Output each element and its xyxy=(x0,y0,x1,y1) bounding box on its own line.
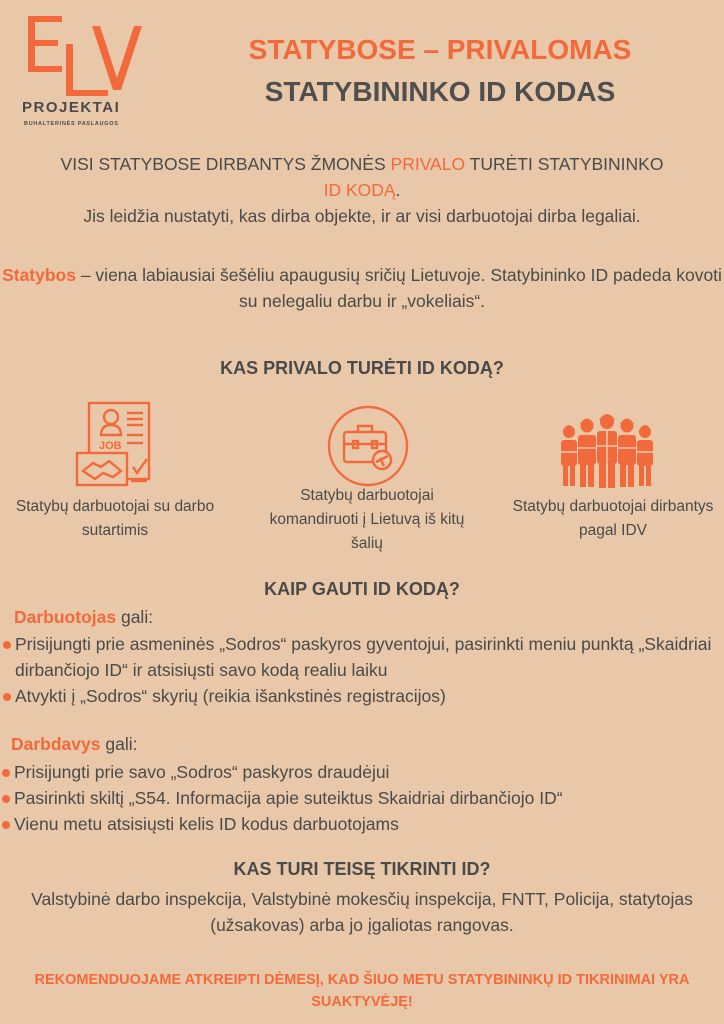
intro-part-1: VISI STATYBOSE DIRBANTYS ŽMONĖS xyxy=(60,154,391,174)
intro-line-2: Jis leidžia nustatyti, kas dirba objekte, ir ar visi darbuotojai dirba legaliai. xyxy=(83,206,641,226)
employee-lead-suffix: gali: xyxy=(116,607,154,627)
intro-paragraph xyxy=(0,151,724,229)
intro-part-3: . xyxy=(395,180,401,200)
bullet-dot-icon xyxy=(3,693,11,701)
statybos-text: – viena labiausiai šešėliu apaugusių sričių Lietuvoje. Statybininko ID padeda kovoti su nelegaliu darbu ir „vokeliais“. xyxy=(75,265,722,311)
bullet-dot-icon xyxy=(2,769,10,777)
construction-workers-icon xyxy=(555,412,659,488)
how-heading: KAIP GAUTI ID KODĄ? xyxy=(264,579,460,599)
check-text: Valstybinė darbo inspekcija, Valstybinė mokesčių inspekcija, FNTT, Policija, statytojas (užsakovas) arba jo įgaliotas rangovas. xyxy=(31,889,693,935)
who-item-posted-workers: Statybų darbuotojai komandiruoti į Lietuvą iš kitų šalių xyxy=(269,487,465,552)
statybos-paragraph xyxy=(0,262,724,314)
who-item-idv: Statybų darbuotojai dirbantys pagal IDV xyxy=(512,498,714,539)
employer-bullet-text: Pasirinkti skiltį „S54. Informacija apie suteiktus Skaidriai dirbančiojo ID“ xyxy=(14,788,563,808)
employee-bullet-text: Atvykti į „Sodros“ skyrių (reikia išankstinės registracijos) xyxy=(15,686,446,706)
employee-bullet-text: Prisijungti prie asmeninės „Sodros“ paskyros gyventojui, pasirinkti meniu punktą „Skaidriai dirbančiojo ID“ ir atsisiųsti savo kodą realiu laiku xyxy=(15,634,712,680)
bullet-dot-icon xyxy=(3,641,11,649)
statybos-highlight: Statybos xyxy=(2,265,76,285)
title-line-1: STATYBOSE – PRIVALOMAS xyxy=(248,34,632,65)
employee-lead xyxy=(14,607,153,628)
logo-letters: ELV xyxy=(22,14,24,15)
employer-lead-suffix: gali: xyxy=(100,734,138,754)
intro-highlight-id: ID KODĄ xyxy=(323,180,396,200)
employer-lead xyxy=(11,734,137,755)
title-line-2: STATYBININKO ID KODAS xyxy=(264,76,616,107)
briefcase-plane-icon xyxy=(326,404,410,488)
check-heading: KAS TURI TEISĘ TIKRINTI ID? xyxy=(233,859,491,879)
employee-lead-word: Darbuotojas xyxy=(14,607,117,627)
list-item xyxy=(3,631,723,683)
intro-highlight-privalo: PRIVALO xyxy=(390,154,466,174)
employer-bullet-text: Vienu metu atsisiųsti kelis ID kodus darbuotojams xyxy=(14,814,399,834)
logo-tagline: BUHALTERINĖS PASLAUGOS xyxy=(24,121,119,127)
who-heading: KAS PRIVALO TURĖTI ID KODĄ? xyxy=(220,358,504,378)
bullet-dot-icon xyxy=(2,821,10,829)
list-item xyxy=(2,759,722,785)
employer-lead-word: Darbdavys xyxy=(11,734,101,754)
job-word: JOB xyxy=(99,440,122,452)
bullet-dot-icon xyxy=(2,795,10,803)
employer-bullets xyxy=(2,759,722,837)
employer-bullet-text: Prisijungti prie savo „Sodros“ paskyros draudėjui xyxy=(14,762,390,782)
list-item xyxy=(3,683,723,709)
job-contract-icon xyxy=(75,401,155,489)
employee-bullets xyxy=(3,631,723,709)
logo-name: PROJEKTAI xyxy=(22,99,121,116)
list-item xyxy=(2,785,722,811)
list-item xyxy=(2,811,722,837)
who-item-employment-contract: Statybų darbuotojai su darbo sutartimis xyxy=(15,498,215,539)
intro-part-2: TURĖTI STATYBININKO xyxy=(465,154,664,174)
recommendation-note: REKOMENDUOJAME ATKREIPTI DĖMESĮ, KAD ŠIUO METU STATYBININKŲ ID TIKRINIMAI YRA SUAKTYVĖJĘ! xyxy=(34,972,690,1010)
